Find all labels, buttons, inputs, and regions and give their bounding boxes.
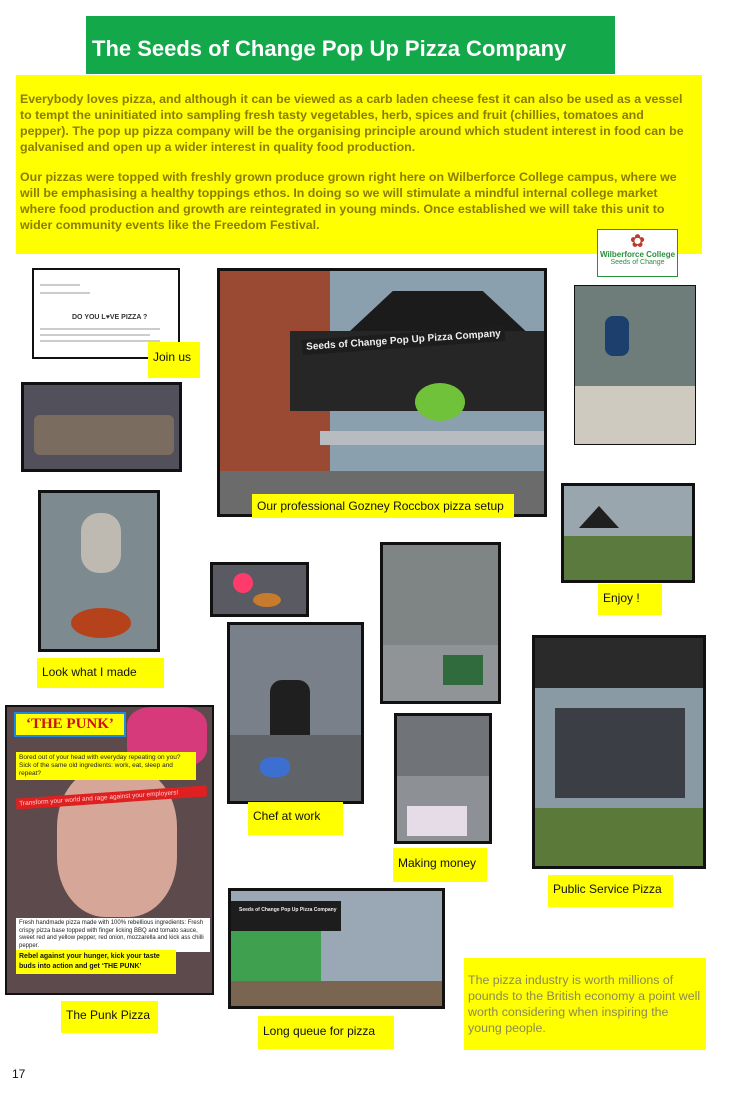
logo-sub: Seeds of Change <box>610 259 665 266</box>
punk-bored-text: Bored out of your head with everyday repeating on you? Sick of the same old ingredients: work, eat, sleep and repeat? <box>16 752 196 780</box>
photo-prep-table <box>574 285 696 445</box>
intro-paragraph-2: Our pizzas were topped with freshly grown produce grown right here on Wilberforce College campus, where we will be emphasising a healthy toppings ethos. In doing so we will stimulate a mindful internal college market where food production and growth are reintegrated in young minds. Once established we will take this unit to wider community events like the Freedom Festival. <box>20 170 677 232</box>
photo-public-service <box>532 635 706 869</box>
caption-punk-pizza: The Punk Pizza <box>61 1001 158 1033</box>
caption-public-service: Public Service Pizza <box>548 875 673 907</box>
punk-rebel-text: Rebel against your hunger, kick your taste buds into action and get ‘THE PUNK’ <box>16 950 176 974</box>
caption-join-us: Join us <box>148 342 200 378</box>
caption-enjoy: Enjoy ! <box>598 584 662 615</box>
photo-enjoy <box>561 483 695 583</box>
caption-gozney: Our professional Gozney Roccbox pizza setup <box>252 494 514 518</box>
intro-text-box <box>16 75 702 254</box>
tent-banner: Seeds of Change Pop Up Pizza Company <box>302 326 506 355</box>
photo-pizza-slices <box>210 562 309 617</box>
caption-chef-at-work: Chef at work <box>248 802 343 835</box>
college-logo <box>597 229 678 277</box>
photo-chef-at-work <box>227 622 364 804</box>
punk-transform-text: Transform your world and rage against your employers! <box>16 785 207 809</box>
flyer-headline: DO YOU L♥VE PIZZA ? <box>72 314 148 321</box>
caption-look-what-i-made: Look what I made <box>37 658 164 688</box>
photo-making-money <box>394 713 492 844</box>
page-title: The Seeds of Change Pop Up Pizza Company <box>86 16 615 74</box>
punk-description: Fresh handmade pizza made with 100% rebellious ingredients: Fresh crispy pizza base topped with finger licking BBQ and tomato sauce, sweet red and yellow pepper, red onion, mozzarella and kick ass chilli pepper. <box>16 918 210 952</box>
page-number: 17 <box>12 1067 26 1081</box>
punk-heading: ‘THE PUNK’ <box>14 712 126 737</box>
queue-tent-banner: Seeds of Change Pop Up Pizza Company <box>235 905 341 915</box>
caption-long-queue: Long queue for pizza <box>258 1016 394 1049</box>
photo-gozney-setup <box>217 268 547 517</box>
logo-name: Wilberforce College <box>599 250 676 259</box>
photo-long-queue <box>228 888 445 1009</box>
pizza-industry-fact: The pizza industry is worth millions of pounds to the British economy a point well worth considering when inspiring the young people. <box>464 958 706 1050</box>
logo-glyph-icon: ✿ <box>629 231 646 251</box>
photo-indoor-making <box>380 542 501 704</box>
intro-paragraph-1: Everybody loves pizza, and although it can be viewed as a carb laden cheese fest it can also be used as a vessel to tempt the uninitiated into sampling fresh tasty vegetables, herb, spices and fruit (chillies, tomatoes and pepper). The pop up pizza company will be the organising principle around which student interest in food can be galvanised and open up a wider interest in quality food production. <box>20 92 684 154</box>
photo-look-what-i-made <box>38 490 160 652</box>
caption-making-money: Making money <box>393 848 487 882</box>
photo-crowd-table <box>21 382 182 472</box>
